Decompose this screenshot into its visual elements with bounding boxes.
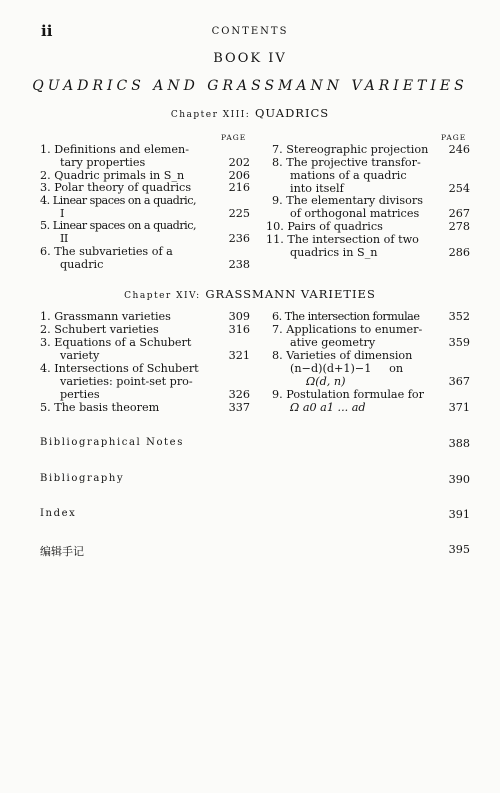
entry-number: 5.: [40, 401, 51, 414]
entry-title: Stereographic projection: [286, 143, 429, 156]
editor-notes-label: 编辑手记: [40, 545, 84, 558]
entry-title-continued: perties: [60, 388, 100, 401]
entry-page: 267: [448, 207, 470, 220]
toc-entry: [272, 156, 421, 195]
entry-page: 206: [228, 169, 250, 182]
entry-title: The basis theorem: [54, 401, 160, 414]
entry-title-continued: mations of a quadric: [290, 169, 407, 182]
entry-number: 7.: [272, 323, 283, 336]
toc-entry: [40, 181, 191, 194]
entry-title: Polar theory of quadrics: [54, 181, 192, 194]
entry-page: 238: [228, 258, 250, 271]
entry-title-continued: variety: [60, 349, 100, 362]
entry-number: 11.: [266, 233, 284, 246]
entry-number: 7.: [272, 143, 283, 156]
entry-title-continued: of orthogonal matrices: [290, 207, 420, 220]
entry-title: The projective transfor-: [286, 156, 421, 169]
entry-title: Equations of a Schubert: [54, 336, 192, 349]
entry-title: The intersection formulae: [284, 310, 420, 323]
bibliography-label: Bibliography: [40, 473, 125, 484]
entry-title-continued: ative geometry: [290, 336, 376, 349]
entry-page: 254: [448, 182, 470, 195]
book-heading: BOOK IV: [213, 51, 287, 66]
page-number: ii: [41, 22, 53, 40]
entry-title-continued: Ω a0 a1 ... ad: [290, 401, 366, 414]
entry-number: 1.: [40, 310, 51, 323]
index-label: Index: [40, 508, 77, 519]
entry-title-continued: into itself: [290, 182, 344, 195]
toc-entry: [272, 143, 428, 156]
entry-number: 1.: [40, 143, 51, 156]
entry-title: Linear spaces on a quadric,: [52, 219, 197, 232]
chapter-13-heading: [0, 106, 500, 120]
chapter-13-label: Chapter XIII:: [170, 110, 251, 120]
entry-title: Grassmann varieties: [54, 310, 171, 323]
entry-page: 367: [448, 375, 470, 388]
entry-page: 371: [448, 401, 470, 414]
toc-entry: [40, 323, 159, 336]
entry-title: Intersections of Schubert: [54, 362, 199, 375]
toc-entry: [40, 219, 196, 245]
toc-entry: [272, 323, 422, 349]
entry-title-continued: II: [60, 232, 68, 245]
entry-title: The subvarieties of a: [54, 245, 173, 258]
bibliography-page: 390: [448, 473, 470, 486]
chapter-13-title: QUADRICS: [255, 106, 330, 120]
entry-title-continued: I: [60, 207, 64, 220]
toc-entry: [266, 220, 383, 233]
entry-title-continued: quadrics in S_n: [290, 246, 378, 259]
entry-title-continued: tary properties: [60, 156, 146, 169]
toc-entry: [272, 310, 419, 323]
toc-entry: [272, 388, 424, 414]
entry-number: 4.: [40, 362, 51, 375]
entry-title-continued: quadric: [60, 258, 104, 271]
toc-entry: [40, 336, 191, 362]
entry-page: 309: [228, 310, 250, 323]
entry-title: Postulation formulae for: [286, 388, 425, 401]
entry-page: 321: [228, 349, 250, 362]
entry-title: Definitions and elemen-: [54, 143, 190, 156]
entry-number: 9.: [272, 194, 283, 207]
entry-number: 2.: [40, 323, 51, 336]
entry-number: 5.: [40, 219, 50, 232]
entry-title: Applications to enumer-: [286, 323, 423, 336]
toc-entry: [272, 349, 412, 388]
entry-page: 316: [228, 323, 250, 336]
book-title: QUADRICS AND GRASSMANN VARIETIES: [32, 78, 468, 94]
page-column-label-left: PAGE: [221, 133, 247, 142]
entry-title: Quadric primals in S_n: [54, 169, 185, 182]
entry-number: 9.: [272, 388, 283, 401]
toc-entry: [266, 233, 419, 259]
entry-page: 202: [228, 156, 250, 169]
toc-entry: [40, 310, 171, 323]
entry-number: 8.: [272, 349, 283, 362]
toc-entry: [40, 245, 173, 271]
entry-number: 6.: [40, 245, 51, 258]
entry-number: 3.: [40, 336, 51, 349]
entry-title: Varieties of dimension: [286, 349, 413, 362]
entry-page: 286: [448, 246, 470, 259]
entry-title: Pairs of quadrics: [287, 220, 383, 233]
chapter-14-label: Chapter XIV:: [124, 291, 201, 301]
entry-title: The intersection of two: [287, 233, 419, 246]
entry-number: 2.: [40, 169, 51, 182]
editor-notes-page: 395: [448, 543, 470, 556]
entry-page: 246: [448, 143, 470, 156]
entry-title: Linear spaces on a quadric,: [52, 194, 197, 207]
entry-number: 10.: [266, 220, 284, 233]
entry-number: 8.: [272, 156, 283, 169]
chapter-14-heading: [0, 287, 500, 301]
entry-title: Schubert varieties: [54, 323, 159, 336]
entry-number: 4.: [40, 194, 50, 207]
toc-entry: [40, 401, 159, 414]
page-column-label-right: PAGE: [441, 133, 467, 142]
toc-entry: [40, 194, 196, 220]
toc-entry: [40, 362, 199, 401]
entry-page: 352: [448, 310, 470, 323]
entry-page: 236: [228, 232, 250, 245]
bibliographical-notes-page: 388: [448, 437, 470, 450]
toc-entry: [272, 194, 423, 220]
entry-page: 337: [228, 401, 250, 414]
running-title: CONTENTS: [211, 26, 289, 37]
entry-page: 359: [448, 336, 470, 349]
entry-title: The elementary divisors: [286, 194, 423, 207]
chapter-14-title: GRASSMANN VARIETIES: [205, 287, 376, 301]
index-page: 391: [448, 508, 470, 521]
bibliographical-notes-label: Bibliographical Notes: [40, 437, 184, 448]
entry-title-continued: Ω(d, n): [306, 375, 346, 388]
entry-page: 216: [228, 181, 250, 194]
entry-number: 6.: [272, 310, 282, 323]
entry-title-continued: varieties: point-set pro-: [60, 375, 193, 388]
entry-number: 3.: [40, 181, 51, 194]
toc-entry: [40, 143, 189, 169]
entry-page: 225: [228, 207, 250, 220]
entry-page: 278: [448, 220, 470, 233]
entry-title-continued: (n−d)(d+1)−1 on: [290, 362, 404, 375]
entry-page: 326: [228, 388, 250, 401]
